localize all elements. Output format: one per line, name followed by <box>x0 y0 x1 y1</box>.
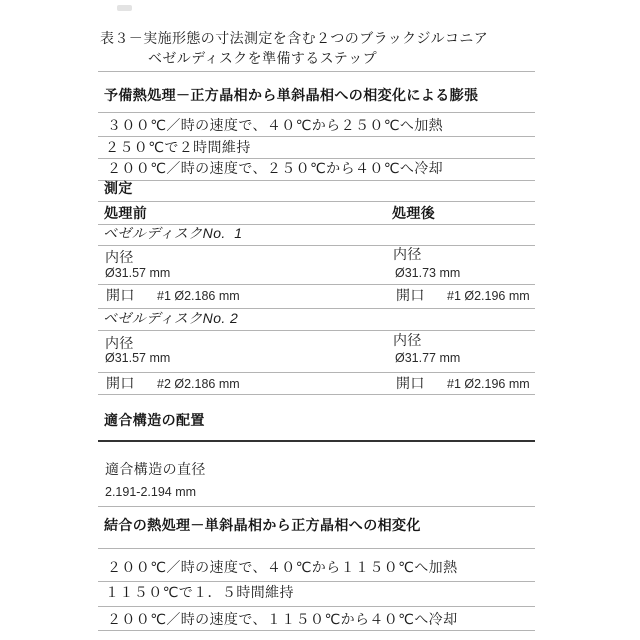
disk2-before-inner-value: Ø31.57 mm <box>105 351 171 365</box>
column-header-after: 処理後 <box>392 205 436 221</box>
disk2-before-inner-label: 内径 <box>105 335 134 351</box>
divider <box>98 548 535 549</box>
divider <box>98 71 535 72</box>
fitting-diameter-value: 2.191-2.194 mm <box>105 485 197 499</box>
disk2-after-inner-value: Ø31.77 mm <box>395 351 461 365</box>
divider <box>98 506 535 507</box>
divider <box>98 158 535 159</box>
disk1-before-inner-value: Ø31.57 mm <box>105 266 171 280</box>
divider <box>98 112 535 113</box>
section-header-preheat: 予備熱処理－正方晶相から単斜晶相への相変化による膨張 <box>104 87 479 103</box>
divider <box>98 330 535 331</box>
divider <box>98 394 535 395</box>
divider <box>98 180 535 181</box>
disk1-before-opening-label: 開口 <box>106 287 135 303</box>
disk1-before-inner-label: 内径 <box>105 249 134 265</box>
preheat-step-3: ２００℃／時の速度で、２５０℃から４０℃へ冷却 <box>107 160 444 176</box>
table-title-line1: 表３－実施形態の寸法測定を含む２つのブラックジルコニア <box>100 30 489 46</box>
divider <box>98 308 535 309</box>
disk1-after-inner-value: Ø31.73 mm <box>395 266 461 280</box>
disk2-after-opening-label: 開口 <box>396 375 425 391</box>
bonding-step-1: ２００℃／時の速度で、４０℃から１１５０℃へ加熱 <box>107 559 458 575</box>
scan-artifact <box>117 5 132 11</box>
divider-dark <box>98 440 535 442</box>
disk1-name: ベゼルディスクNo. 1 <box>103 225 243 241</box>
divider <box>98 630 535 631</box>
section-header-bonding: 結合の熱処理－単斜晶相から正方晶相への相変化 <box>104 517 421 533</box>
disk1-before-opening-value: #1 Ø2.186 mm <box>157 289 240 303</box>
bonding-step-2: １１５０℃で１．５時間維持 <box>105 584 294 600</box>
table-title-line2: ベゼルディスクを準備するステップ <box>148 50 377 66</box>
divider <box>98 372 535 373</box>
disk1-after-opening-label: 開口 <box>396 287 425 303</box>
divider <box>98 581 535 582</box>
divider <box>98 245 535 246</box>
bonding-step-3: ２００℃／時の速度で、１１５０℃から４０℃へ冷却 <box>107 611 458 627</box>
section-header-measurement: 測定 <box>104 180 133 196</box>
divider <box>98 284 535 285</box>
divider <box>98 606 535 607</box>
disk1-after-opening-value: #1 Ø2.196 mm <box>447 289 530 303</box>
section-header-fitting: 適合構造の配置 <box>104 412 205 428</box>
disk2-name: ベゼルディスクNo. 2 <box>103 310 239 326</box>
fitting-diameter-label: 適合構造の直径 <box>105 461 206 477</box>
disk2-before-opening-label: 開口 <box>106 375 135 391</box>
divider <box>98 136 535 137</box>
divider <box>98 201 535 202</box>
preheat-step-2: ２５０℃で２時間維持 <box>105 139 251 155</box>
column-header-before: 処理前 <box>104 205 148 221</box>
disk2-after-opening-value: #1 Ø2.196 mm <box>447 377 530 391</box>
preheat-step-1: ３００℃／時の速度で、４０℃から２５０℃へ加熱 <box>107 117 444 133</box>
disk1-after-inner-label: 内径 <box>393 246 422 262</box>
disk2-after-inner-label: 内径 <box>393 332 422 348</box>
disk2-before-opening-value: #2 Ø2.186 mm <box>157 377 240 391</box>
